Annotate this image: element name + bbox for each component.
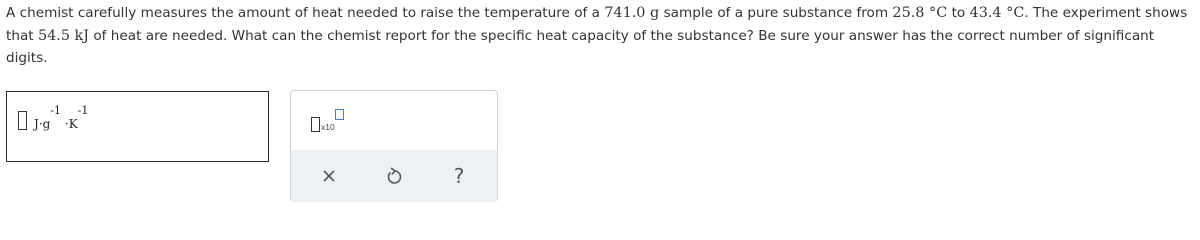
- unit-g: g: [42, 117, 51, 131]
- scientific-notation-button[interactable]: [309, 107, 347, 135]
- close-icon: [322, 169, 336, 183]
- temp-start: 25.8 °C: [892, 5, 948, 21]
- question-part: to: [947, 5, 970, 21]
- undo-button[interactable]: [383, 164, 407, 188]
- question-part: . The experiment shows that: [6, 5, 1188, 44]
- question-part: of heat are needed. What can the chemist report for the specific heat capacity of the substance? Be sure your answer has the correct number of significant digits.: [6, 27, 1155, 66]
- answer-box: [6, 91, 269, 162]
- unit-j: J: [34, 117, 39, 131]
- answer-unit: [34, 104, 89, 131]
- undo-icon: [387, 167, 403, 185]
- mass-value: 741.0 g: [604, 5, 660, 21]
- action-bar: [291, 150, 497, 202]
- unit-dot: ·: [38, 117, 43, 131]
- question-part: sample of a pure substance from: [659, 5, 893, 21]
- clear-button[interactable]: [317, 164, 341, 188]
- unit-k-exponent: -1: [77, 104, 89, 117]
- answer-input[interactable]: [18, 111, 27, 130]
- help-icon: ?: [453, 164, 465, 188]
- question-text: [6, 2, 1196, 70]
- question-part: A chemist carefully measures the amount of heat needed to raise the temperature of a: [6, 5, 605, 21]
- sci-exponent-box: [335, 109, 344, 120]
- help-button[interactable]: [447, 164, 471, 188]
- math-tool-panel: [290, 90, 498, 202]
- sci-x10-label: x10: [321, 122, 335, 132]
- sci-mantissa-box: [311, 117, 320, 132]
- unit-g-exponent: -1: [50, 104, 62, 117]
- unit-dot: ·: [64, 117, 69, 131]
- temp-end: 43.4 °C: [969, 5, 1025, 21]
- heat-value: 54.5 kJ: [37, 27, 90, 44]
- unit-k: K: [68, 117, 78, 131]
